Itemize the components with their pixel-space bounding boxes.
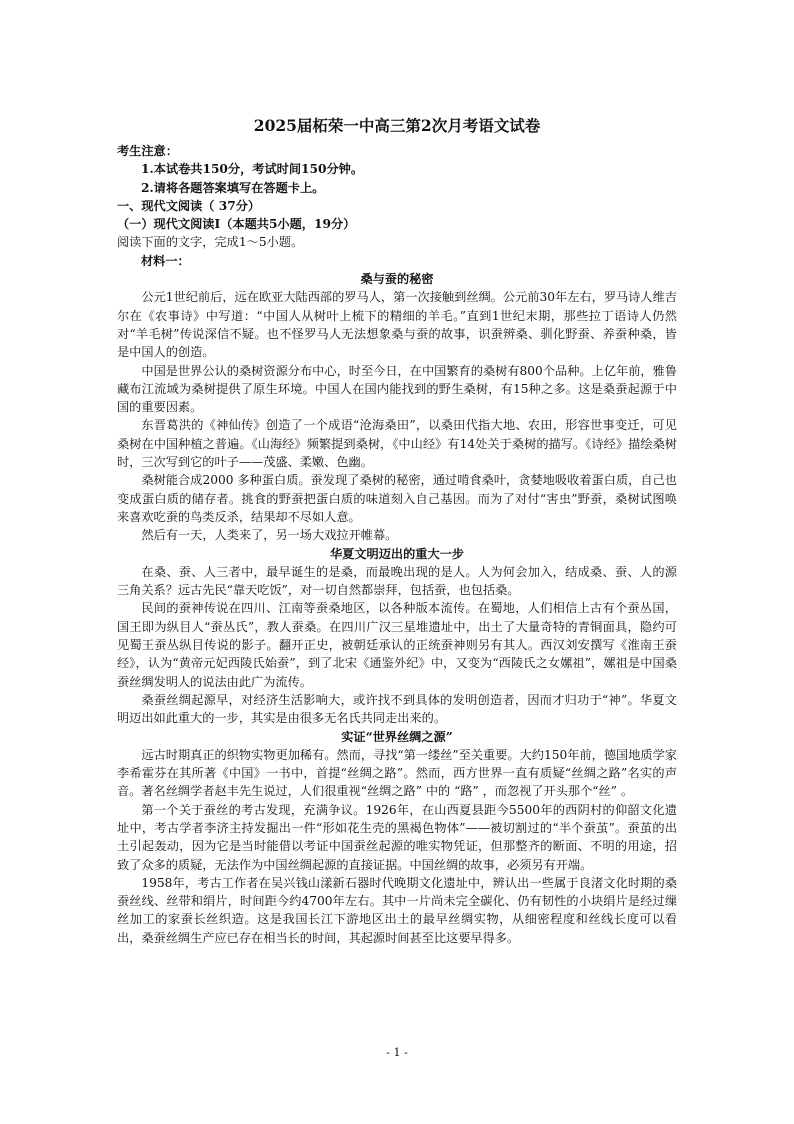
paragraph: 公元1世纪前后，远在欧亚大陆西部的罗马人，第一次接触到丝绸。公元前30年左右，罗马诗人维吉尔在《农事诗》中写道：“中国人从树叶上梳下的精细的羊毛。”直到1世纪末期，那些拉丁语诗人仍然对“羊毛树”传说深信不疑。也不怪罗马人无法想象桑与蚕的故事，识蚕辨桑、驯化野蚕、养蚕种桑，皆是中国人的创造。 [117, 290, 677, 360]
paragraph: 桑蚕丝绸起源早，对经济生活影响大，或许找不到具体的发明创造者，因而才归功于“神”。华夏文明迈出如此重大的一步，其实是由很多无名氏共同走出来的。 [117, 692, 677, 726]
notice-heading: 考生注意： [117, 144, 178, 158]
exam-title: 2025届柘荣一中高三第2次月考语文试卷 [253, 116, 541, 135]
notice-item: 2.请将各题答案填写在答题卡上。 [141, 180, 325, 195]
paragraph: 中国是世界公认的桑树资源分布中心，时至今日，在中国繁育的桑树有800个品种。上亿年前，雅鲁藏布江流域为桑树提供了原生环境。中国人在国内能找到的野生桑树，有15种之多。这是桑蚕起源于中国的重要因素。 [117, 363, 677, 415]
section-subtitle: 华夏文明迈出的重大一步 [329, 546, 465, 561]
paragraph: 桑树能合成2000 多种蛋白质。蚕发现了桑树的秘密，通过啃食桑叶，贪婪地吸收着蛋白质，自己也变成蛋白质的储存者。挑食的野蚕把蛋白质的味道刻入自己基因。而为了对付“害虫”野蚕，桑树试图唤来喜欢吃蚕的鸟类反杀，结果却不尽如人意。 [117, 473, 677, 524]
subsection-heading: （一）现代文阅读Ⅰ（本题共5小题，19分） [117, 217, 356, 232]
section-heading: 一、现代文阅读（ 37分） [117, 198, 261, 213]
paragraph: 东晋葛洪的《神仙传》创造了一个成语“沧海桑田”，以桑田代指大地、农田，形容世事变迁，可见桑树在中国种植之普遍。《山海经》频繁提到桑树，《中山经》有14处关于桑树的描写。《诗经》描绘桑树时，三次写到它的叶子——茂盛、柔嫩、色幽。 [117, 418, 677, 470]
exam-page [117, 116, 677, 947]
page-number: - 1 - [386, 1046, 408, 1059]
paragraph: 远古时期真正的织物实物更加稀有。然而，寻找“第一缕丝”至关重要。大约150年前，德国地质学家李希霍芬在其所著《中国》一书中，首提“丝绸之路”。然而，西方世界一直有质疑“丝绸之路”名实的声音。著名丝绸学者赵丰先生说过，人们很重视“丝绸之路” 中的 “路” ，而忽视了开头那个“丝” 。 [117, 747, 677, 799]
paragraph: 1958年，考古工作者在吴兴钱山漾新石器时代晚期文化遗址中，辨认出一些属于良渚文化时期的桑蚕丝线、丝带和绢片，时间距今约4700年左右。其中一片尚未完全碳化、仍有韧性的小块绢片是经过缫丝加工的家蚕长丝织造。这是我国长江下游地区出土的最早丝绸实物，从细密程度和丝线长度可以看出，桑蚕丝绸生产应已存在相当长的时间，其起源时间甚至比这要早得多。 [117, 875, 677, 945]
article-title: 桑与蚕的秘密 [360, 272, 434, 287]
notice-item: 1.本试卷共150分，考试时间150分钟。 [141, 162, 364, 177]
instruction-text: 阅读下面的文字，完成1～5小题。 [117, 235, 304, 250]
paragraph: 然后有一天，人类来了，另一场大戏拉开帷幕。 [141, 528, 398, 543]
paragraph: 第一个关于蚕丝的考古发现，充满争议。1926年，在山西夏县距今5500年的西阴村的仰韶文化遗址中，考古学者李济主持发掘出一件“形如花生壳的黑褐色物体”——被切割过的“半个蚕茧”。蚕茧的出土引起轰动，因为它是当时能借以考证中国蚕丝起源的唯实物凭证，但那整齐的断面、不明的用途，招致了众多的质疑，无法作为中国丝绸起源的直接证据。中国丝绸的故事，必须另有开端。 [117, 802, 677, 872]
paragraph: 民间的蚕神传说在四川、江南等蚕桑地区，以各种版本流传。在蜀地，人们相信上古有个蚕丛国，国王即为纵目人“蚕丛氏”，教人蚕桑。在四川广汉三星堆遗址中，出土了大量奇特的青铜面具，隐约可见蜀王蚕丛纵目传说的影子。翻开正史，被朝廷承认的正统蚕神则另有其人。西汉刘安撰写《淮南王蚕经》，认为“黄帝元妃西陵氏始蚕”，到了北宋《通鉴外纪》中，又变为“西陵氏之女嫘祖”，嫘祖是中国桑蚕丝绸发明人的说法由此广为流传。 [117, 601, 677, 689]
section-subtitle: 实证“世界丝绸之源” [341, 729, 453, 744]
paragraph: 在桑、蚕、人三者中，最早诞生的是桑，而最晚出现的是人。人为何会加入，结成桑、蚕、人的源三角关系？远古先民“靠天吃饭”，对一切自然都崇拜，包括蚕，也包括桑。 [117, 564, 677, 598]
material-label: 材料一： [141, 253, 190, 268]
